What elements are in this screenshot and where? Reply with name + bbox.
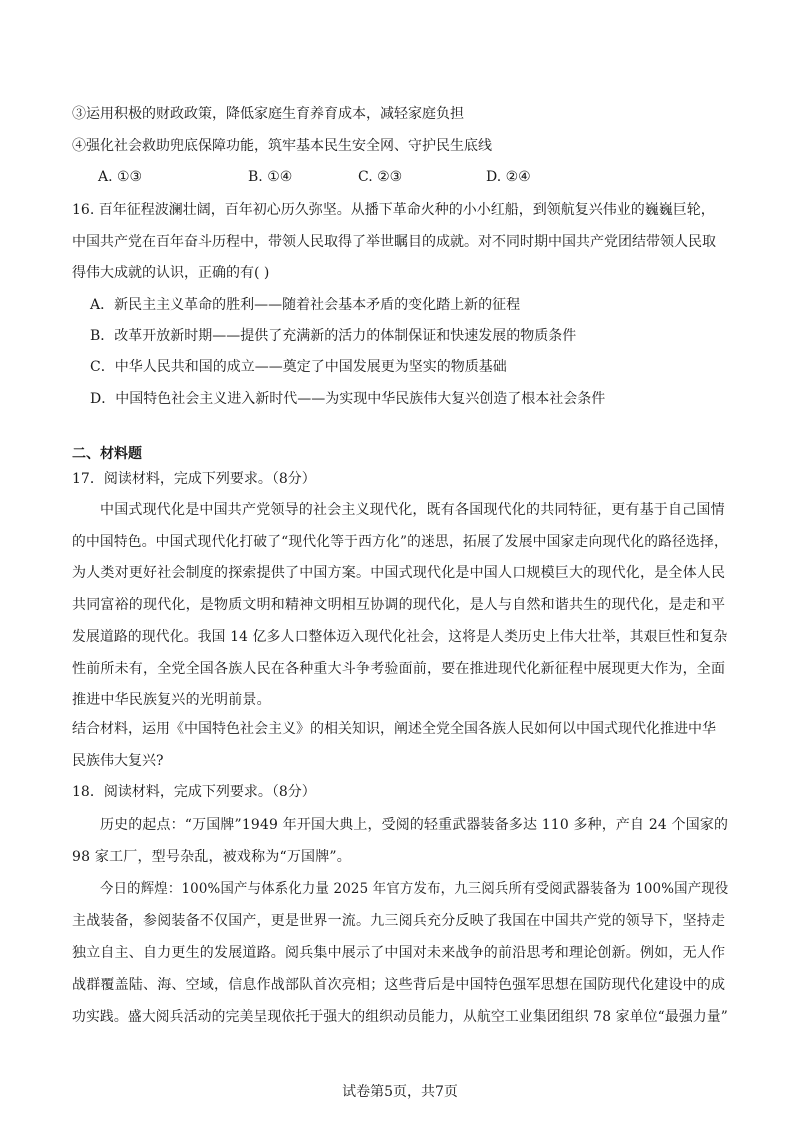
q18-material-line-3: 今日的辉煌：100%国产与体系化力量 2025 年官方发布，九三阅兵所有受阅武器装备为 100%国产现役 bbox=[100, 881, 729, 897]
q16-option-d: D．中国特色社会主义进入新时代——为实现中华民族伟大复兴创造了根本社会条件 bbox=[90, 391, 606, 407]
q15-option-b: B. ①④ bbox=[248, 169, 293, 185]
q16-option-b: B．改革开放新时期——提供了充满新的活力的体制保证和快速发展的物质条件 bbox=[90, 328, 577, 344]
q16-stem-line-3: 得伟大成就的认识，正确的有( ) bbox=[72, 265, 270, 281]
q15-option-c: C. ②③ bbox=[358, 169, 403, 185]
q18-material-line-6: 战群覆盖陆、海、空域，信息作战部队首次亮相；这些背后是中国特色强军思想在国防现代化建设中的成 bbox=[72, 977, 726, 993]
q15-option-d: D. ②④ bbox=[486, 169, 531, 185]
q16-option-a: A．新民主主义革命的胜利——随着社会基本矛盾的变化踏上新的征程 bbox=[90, 297, 521, 313]
q15-item-3: ③运用积极的财政政策，降低家庭生育养育成本，减轻家庭负担 bbox=[72, 106, 464, 122]
q17-material-line-3: 为人类对更好社会制度的探索提供了中国方案。中国式现代化是中国人口规模巨大的现代化，是全体人民 bbox=[72, 565, 726, 581]
q17-material-line-7: 推进中华民族复兴的光明前景。 bbox=[72, 692, 271, 708]
q17-material-line-5: 发展道路的现代化。我国 14 亿多人口整体迈入现代化社会，这将是人类历史上伟大壮举，其艰巨性和复杂 bbox=[72, 629, 728, 645]
q16-stem-line-1: 16. 百年征程波澜壮阔，百年初心历久弥坚。从播下革命火种的小小红船，到领航复兴伟业的巍巍巨轮， bbox=[72, 202, 715, 218]
q16-stem-line-2: 中国共产党在百年奋斗历程中，带领人民取得了举世瞩目的成就。对不同时期中国共产党团结带领人民取 bbox=[72, 234, 716, 250]
q17-question-line-2: 民族伟大复兴? bbox=[72, 753, 164, 769]
q18-material-line-2: 98 家工厂，型号杂乱，被戏称为“万国牌”。 bbox=[72, 849, 351, 865]
page-footer: 试卷第5页，共7页 bbox=[342, 1084, 458, 1100]
q18-material-line-7: 功实践。盛大阅兵活动的完美呈现依托于强大的组织动员能力，从航空工业集团组织 78 家单位“最强力量” bbox=[72, 1009, 729, 1025]
q15-item-4: ④强化社会救助兜底保障功能，筑牢基本民生安全网、守护民生底线 bbox=[72, 138, 492, 154]
q18-material-line-5: 独立自主、自力更生的发展道路。阅兵集中展示了中国对未来战争的前沿思考和理论创新。例如，无人作 bbox=[72, 945, 726, 961]
q17-material-line-6: 性前所未有，全党全国各族人民在各种重大斗争考验面前，要在推进现代化新征程中展现更大作为，全面 bbox=[72, 661, 726, 677]
q17-material-line-1: 中国式现代化是中国共产党领导的社会主义现代化，既有各国现代化的共同特征，更有基于自己国情 bbox=[100, 502, 725, 518]
q18-material-line-4: 主战装备，参阅装备不仅国产，更是世界一流。九三阅兵充分反映了我国在中国共产党的领导下，坚持走 bbox=[72, 913, 726, 929]
q15-option-a: A. ①③ bbox=[98, 169, 143, 185]
q16-option-c: C．中华人民共和国的成立——奠定了中国发展更为坚实的物质基础 bbox=[90, 359, 507, 375]
section-title: 二、材料题 bbox=[72, 446, 142, 462]
q17-material-line-4: 共同富裕的现代化，是物质文明和精神文明相互协调的现代化，是人与自然和谐共生的现代化，是走和平 bbox=[72, 597, 726, 613]
q17-prompt: 17．阅读材料，完成下列要求。（8分） bbox=[72, 471, 316, 487]
q18-prompt: 18．阅读材料，完成下列要求。（8分） bbox=[72, 784, 316, 800]
q18-material-line-1: 历史的起点：“万国牌”1949 年开国大典上，受阅的轻重武器装备多达 110 多种，产自 24 个国家的 bbox=[100, 817, 729, 833]
q17-material-line-2: 的中国特色。中国式现代化打破了“现代化等于西方化”的迷思，拓展了发展中国家走向现代化的路径选择， bbox=[72, 534, 728, 550]
q17-question-line-1: 结合材料，运用《中国特色社会主义》的相关知识，阐述全党全国各族人民如何以中国式现代化推进中华 bbox=[72, 721, 716, 737]
